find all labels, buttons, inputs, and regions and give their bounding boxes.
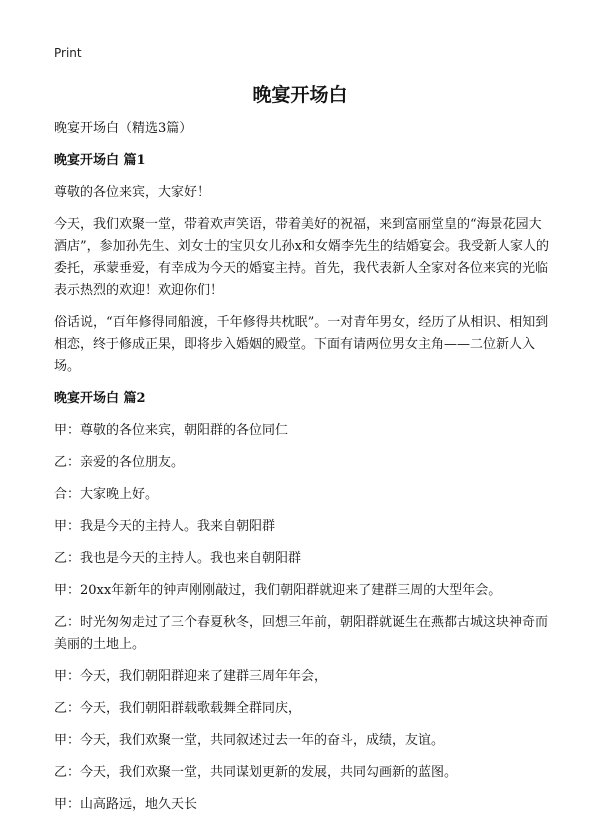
paragraph: 今天，我们欢聚一堂，带着欢声笑语，带着美好的祝福，来到富丽堂皇的“海景花园大酒店”，参加孙先生、刘女士的宝贝女儿孙x和女婿李先生的结婚宴会。我受新人家人的委托，承蒙垂爱，有幸成为今天的婚宴主持。首先，我代表新人全家对各位来宾的光临表示热烈的欢迎！欢迎你们！ xyxy=(54,217,549,298)
dialogue-line: 甲：我是今天的主持人。我来自朝阳群 xyxy=(54,519,276,534)
dialogue-line: 甲：20xx年新年的钟声刚刚敲过，我们朝阳群就迎来了建群三周的大型年会。 xyxy=(54,583,502,598)
dialogue-line: 乙：我也是今天的主持人。我也来自朝阳群 xyxy=(54,551,302,566)
section-heading: 晚宴开场白 篇1 xyxy=(54,153,146,168)
dialogue-line: 甲：今天，我们朝阳群迎来了建群三周年年会， xyxy=(54,669,328,684)
dialogue-line: 乙：时光匆匆走过了三个春夏秋冬，回想三年前，朝阳群就诞生在燕都古城这块神奇而美丽的土地上。 xyxy=(54,615,549,652)
dialogue-line: 甲：今天，我们欢聚一堂，共同叙述过去一年的奋斗，成绩，友谊。 xyxy=(54,733,445,748)
document-subtitle: 晚宴开场白（精选3篇） xyxy=(54,121,193,136)
dialogue-line: 甲：尊敬的各位来宾，朝阳群的各位同仁 xyxy=(54,423,289,438)
dialogue-line: 乙：今天，我们朝阳群载歌载舞全群同庆， xyxy=(54,701,302,716)
dialogue-line: 乙：亲爱的各位朋友。 xyxy=(54,455,185,470)
document-title: 晚宴开场白 xyxy=(252,84,348,106)
paragraph: 尊敬的各位来宾，大家好！ xyxy=(54,185,211,200)
dialogue-line: 乙：今天，我们欢聚一堂，共同谋划更新的发展，共同勾画新的蓝图。 xyxy=(54,765,458,780)
dialogue-line: 甲：山高路远，地久天长 xyxy=(54,797,198,812)
paragraph: 俗话说，“百年修得同船渡，千年修得共枕眠”。一对青年男女，经历了从相识、相知到相恋，终于修成正果，即将步入婚姻的殿堂。下面有请两位男女主角——二位新人入场。 xyxy=(54,315,549,374)
section-heading: 晚宴开场白 篇2 xyxy=(54,391,146,406)
print-label: Print xyxy=(54,46,82,60)
document-body xyxy=(54,118,550,826)
dialogue-line: 合：大家晚上好。 xyxy=(54,487,159,502)
